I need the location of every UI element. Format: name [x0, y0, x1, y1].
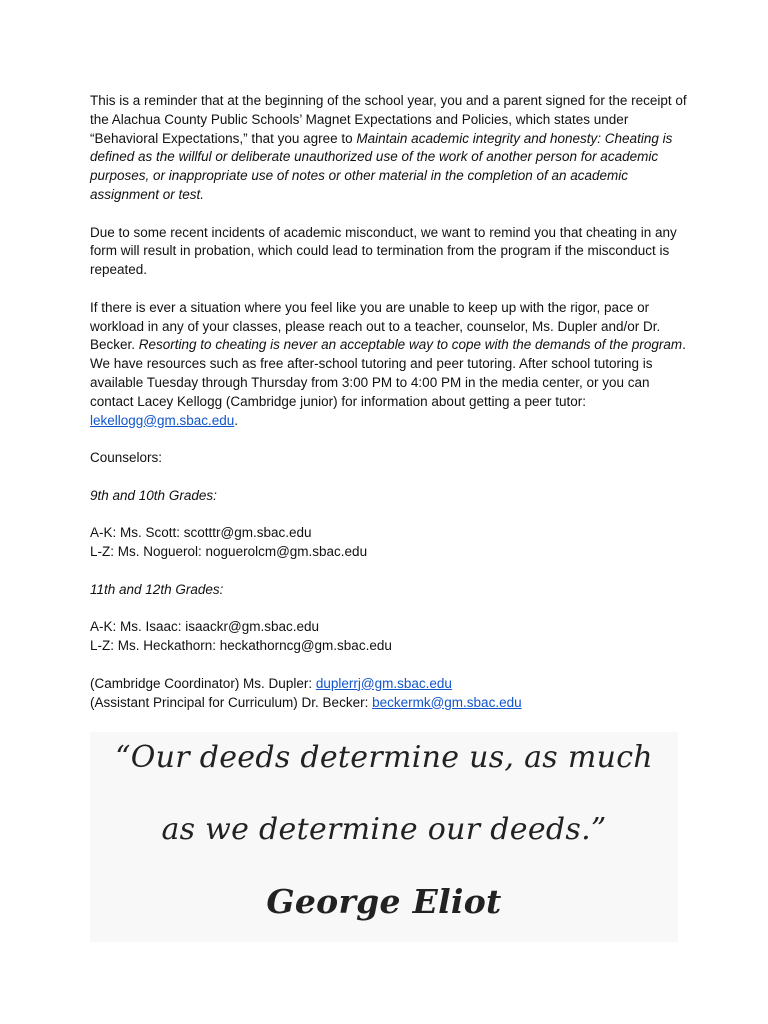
- counselor-line: L-Z: Ms. Noguerol: noguerolcm@gm.sbac.edu: [90, 544, 368, 560]
- assistant-principal-line: (Assistant Principal for Curriculum) Dr. Becker: beckermk@gm.sbac.edu: [90, 694, 522, 710]
- policy-quote-text: Maintain academic integrity and honesty: Cheating is defined as the willful or deliberate unauthorized use of the work of another person for academic purposes, or inappropriate use of notes or other material in the completion of an academic assignment or test.: [90, 130, 673, 202]
- document-body: [90, 92, 690, 712]
- reminder-text: This is a reminder that at the beginning of the school year, you and a parent signed for the receipt of the Alachua County Public Schools’ Magnet Expectations and Policies, which states under “Behavioral Expectations,” that you agree to: [90, 93, 687, 146]
- counselor-line: A-K: Ms. Scott: scotttr@gm.sbac.edu: [90, 525, 312, 541]
- grades-11-12-heading: 11th and 12th Grades:: [90, 581, 224, 597]
- grades-9-10-heading: 9th and 10th Grades:: [90, 487, 217, 503]
- counselor-line: A-K: Ms. Isaac: isaackr@gm.sbac.edu: [90, 619, 320, 635]
- becker-email-link[interactable]: beckermk@gm.sbac.edu: [372, 694, 522, 710]
- quote-line-1: “Our deeds determine us, as much: [115, 740, 653, 775]
- counselor-line: L-Z: Ms. Heckathorn: heckathorncg@gm.sbac.edu: [90, 638, 392, 654]
- cambridge-coordinator-line: (Cambridge Coordinator) Ms. Dupler: duplerrj@gm.sbac.edu: [90, 675, 452, 691]
- counselors-heading: Counselors:: [90, 450, 163, 466]
- dupler-email-link[interactable]: duplerrj@gm.sbac.edu: [315, 675, 452, 691]
- misconduct-paragraph: Due to some recent incidents of academic misconduct, we want to remind you that cheating in any form will result in probation, which could lead to termination from the program if the misconduct is repeated.: [90, 224, 677, 278]
- quote-line-2: as we determine our deeds.”: [161, 812, 607, 847]
- resources-paragraph: If there is ever a situation where you feel like you are unable to keep up with the rigor, pace or workload in any of your classes, please reach out to a teacher, counselor, Ms. Dupler and/or Dr. Becker. Resorting to cheating is never an acceptable way to cope with the demands of the program. We have resources such as free after-school tutoring and peer tutoring. After school tutoring is available Tuesday through Thursday from 3:00 PM to 4:00 PM in the media center, or you can contact Lacey Kellogg (Cambridge junior) for information about getting a peer tutor: lekellogg@gm.sbac.edu.: [90, 299, 686, 428]
- quote-author: George Eliot: [266, 882, 502, 921]
- quote-box: [90, 732, 678, 942]
- peer-tutor-email-link[interactable]: lekellogg@gm.sbac.edu: [90, 412, 235, 428]
- reminder-paragraph: [90, 92, 690, 205]
